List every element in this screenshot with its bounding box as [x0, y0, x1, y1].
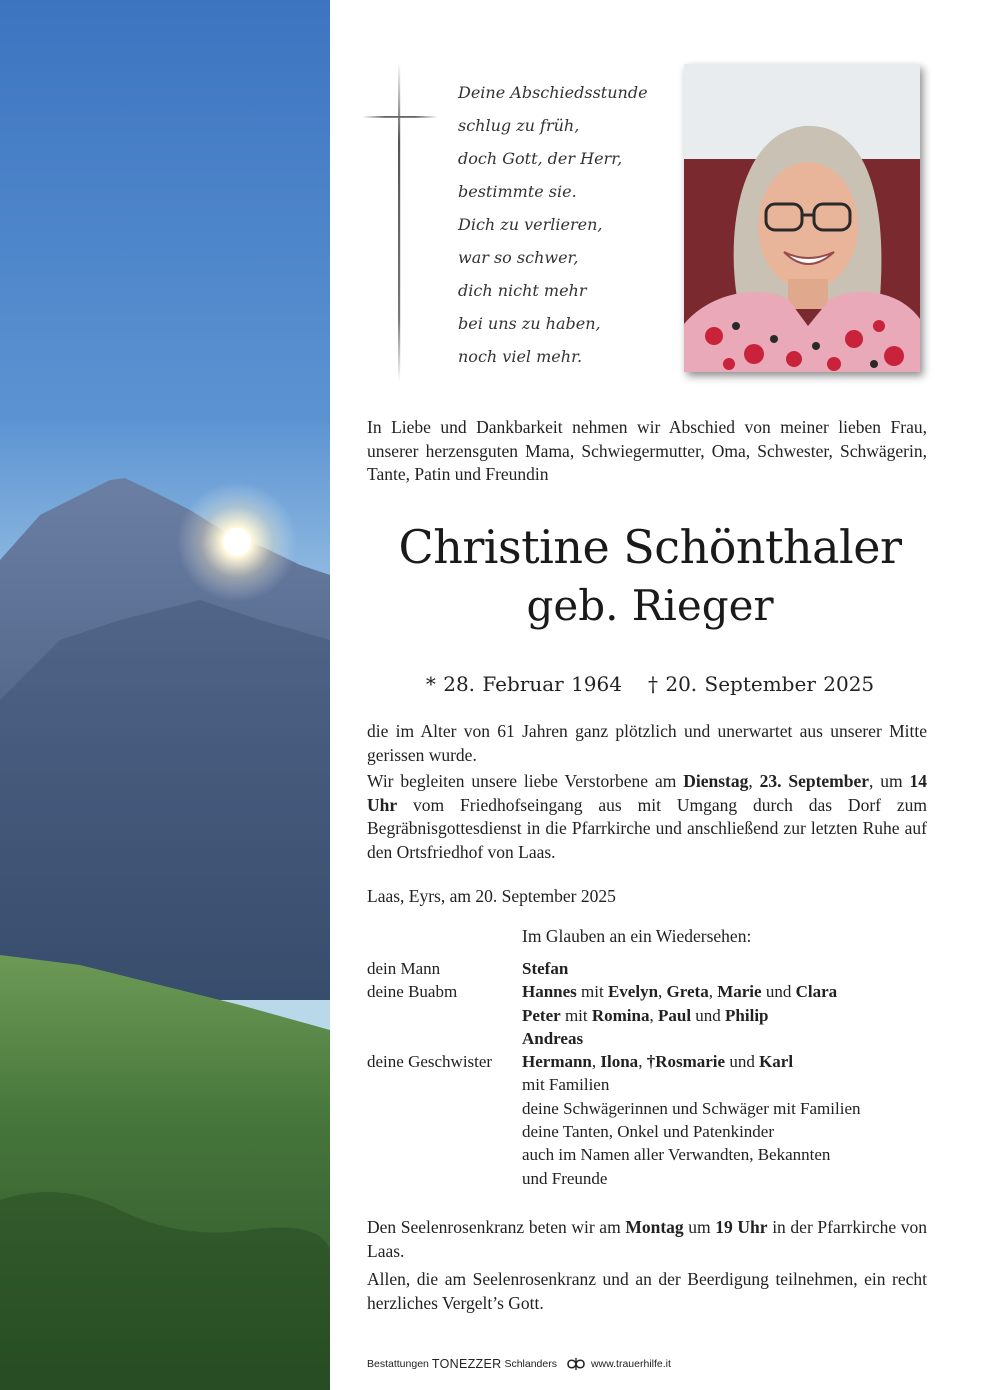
life-dates: [340, 672, 960, 696]
mourner-row: [367, 980, 861, 1003]
footer-url[interactable]: www.trauerhilfe.it: [590, 1358, 671, 1370]
rosary-time: 19 Uhr: [715, 1217, 768, 1237]
funeral-day: Dienstag: [683, 771, 749, 791]
poem-line: noch viel mehr.: [458, 347, 583, 366]
mourner-row: [367, 1050, 861, 1073]
closing-quote: Im Glauben an ein Wiedersehen:: [522, 926, 752, 946]
poem-line: Dich zu verlieren,: [458, 215, 603, 234]
mourner-row: [367, 1027, 861, 1050]
funeral-time: 14 Uhr: [367, 771, 927, 815]
mourner-name: Hermann, Ilona, †Rosmarie und Karl: [522, 1052, 794, 1072]
mourner-name: Hannes mit Evelyn, Greta, Marie und Clara: [522, 982, 838, 1002]
thanks-text: Allen, die am Seelenrosenkranz und an der Beerdigung teilnehmen, ein recht herzliches Vergelt’s Gott.: [367, 1269, 927, 1313]
mourner-text: deine Tanten, Onkel und Patenkinder: [522, 1122, 775, 1142]
poem-line: bestimmte sie.: [458, 182, 577, 201]
mourner-name: Peter mit Romina, Paul und Philip: [522, 1005, 769, 1025]
mourner-name: Stefan: [522, 959, 569, 978]
footer-suffix: Schlanders: [504, 1358, 557, 1370]
place-date: Laas, Eyrs, am 20. September 2025: [367, 886, 616, 906]
mourner-label: dein Mann: [367, 959, 441, 978]
rosary-day: Montag: [625, 1217, 684, 1237]
age-text: die im Alter von 61 Jahren ganz plötzlich und unerwartet aus unserer Mitte gerissen wurde.: [367, 721, 927, 765]
poem-line: schlug zu früh,: [458, 116, 580, 135]
trauerhilfe-logo-icon: [565, 1357, 587, 1371]
poem-line: bei uns zu haben,: [458, 314, 601, 333]
rosary-text: Den Seelenrosenkranz beten wir am Montag um 19 Uhr in der Pfarrkirche von Laas.: [367, 1217, 927, 1261]
name-block: [340, 518, 960, 636]
poem-line: dich nicht mehr: [458, 281, 587, 300]
poem-line: doch Gott, der Herr,: [458, 149, 623, 168]
mourner-row: [367, 1143, 861, 1166]
mourner-text: und Freunde: [522, 1168, 608, 1188]
poem-line: war so schwer,: [458, 248, 579, 267]
mourners-list: [367, 957, 861, 1190]
birth-date: * 28. Februar 1964: [425, 672, 622, 696]
poem: [458, 76, 648, 373]
funeral-date: 23. September: [759, 771, 870, 791]
mourner-row: [367, 1073, 861, 1096]
mourner-text: deine Schwägerinnen und Schwäger mit Familien: [522, 1098, 861, 1118]
portrait-illustration: [684, 64, 920, 372]
mourner-row: [367, 1004, 861, 1027]
footer-prefix: Bestattungen: [367, 1358, 429, 1370]
mourner-label: deine Geschwister: [367, 1052, 493, 1072]
mountain-sunrise-photo: [0, 0, 330, 1390]
mourner-row: [367, 1167, 861, 1190]
deceased-name: Christine Schönthaler: [398, 520, 902, 574]
funeral-text: Wir begleiten unsere liebe Verstorbene am Dienstag, 23. September, um 14 Uhr vom Friedhofseingang aus mit Umgang durch das Dorf zum Begräbnisgottesdienst in die Pfarrkirche und anschließend zur letzten Ruhe auf den Ortsfriedhof von Laas.: [367, 771, 927, 862]
mourner-text: auch im Namen aller Verwandten, Bekannten: [522, 1145, 831, 1165]
maiden-name: geb. Rieger: [526, 581, 774, 630]
mourner-name: Andreas: [522, 1028, 584, 1048]
sun-core: [223, 528, 251, 556]
landscape-illustration: [0, 0, 330, 1390]
footer-brand: TONEZZER: [431, 1357, 502, 1371]
mourner-text: mit Familien: [522, 1075, 610, 1095]
poem-line: Deine Abschiedsstunde: [458, 83, 648, 102]
mourner-row: [367, 957, 861, 980]
intro-text: In Liebe und Dankbarkeit nehmen wir Abschied von meiner lieben Frau, unserer herzensguten Mama, Schwiegermutter, Oma, Schwester, Schwägerin, Tante, Patin und Freundin: [367, 417, 927, 484]
mourner-label: deine Buabm: [367, 982, 458, 1002]
mountain-shadow: [0, 600, 330, 1000]
mourner-row: [367, 1120, 861, 1143]
portrait-photo: [684, 64, 920, 372]
footer: [367, 1357, 671, 1371]
cross-icon: [362, 62, 438, 382]
mourner-row: [367, 1097, 861, 1120]
death-date: † 20. September 2025: [647, 672, 875, 696]
